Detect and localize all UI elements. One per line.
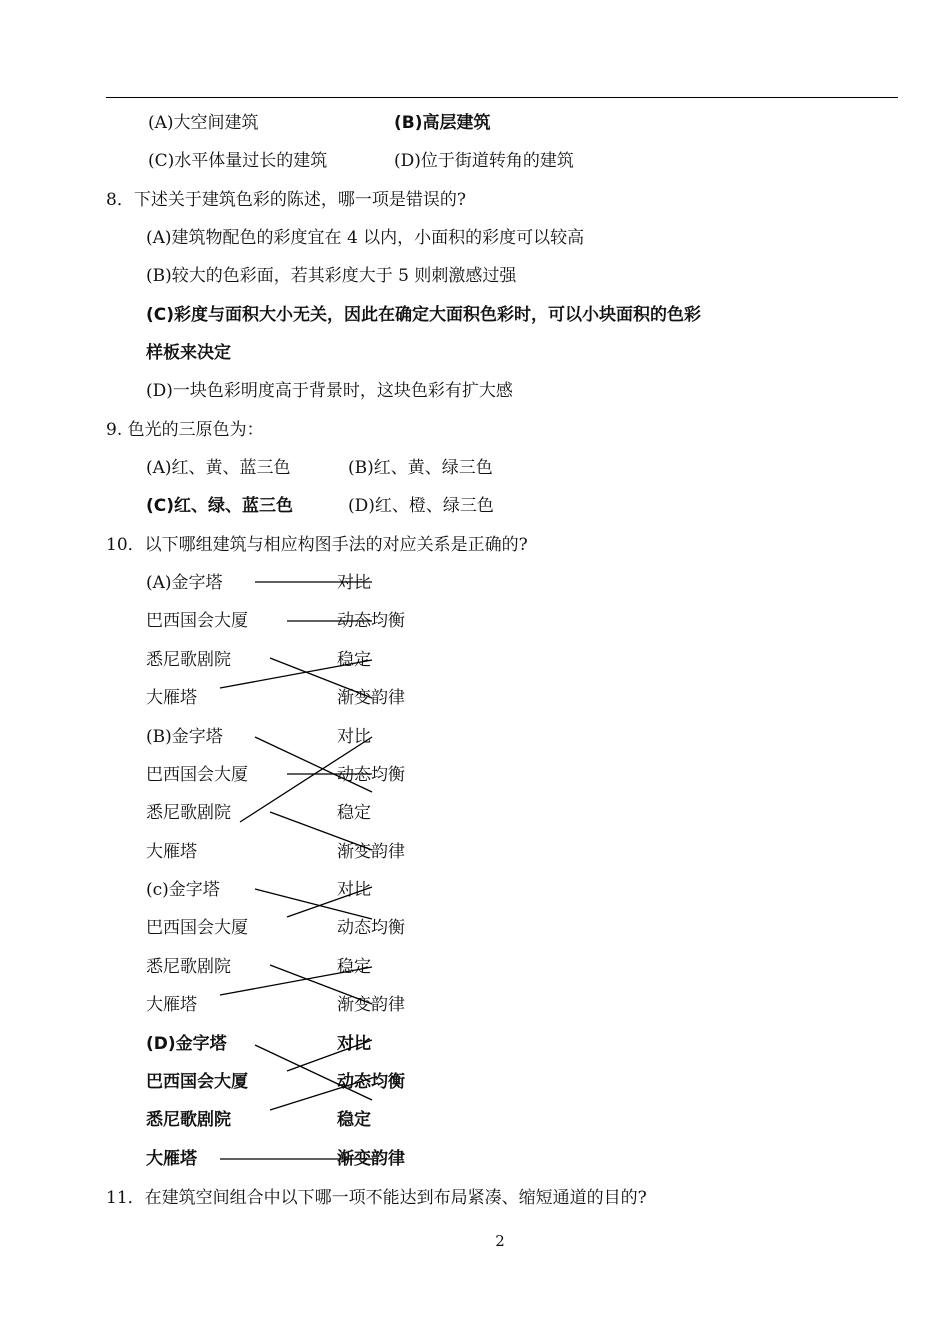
q10-d-right-3: 稳定	[337, 1110, 371, 1130]
q10-c-left-2: 巴西国会大厦	[146, 918, 248, 938]
q10-d-right-4: 渐变韵律	[337, 1149, 405, 1169]
q8-option-b: (B)较大的色彩面，若其彩度大于 5 则刺激感过强	[146, 266, 517, 286]
q10-d-left-1: (D)金字塔	[146, 1034, 227, 1054]
page-number: 2	[495, 1232, 505, 1250]
q7-option-b-answer: (B)高层建筑	[394, 113, 491, 133]
q9-stem: 9. 色光的三原色为：	[106, 420, 264, 440]
q10-c-left-3: 悉尼歌剧院	[146, 957, 231, 977]
q8-option-d: (D)一块色彩明度高于背景时，这块色彩有扩大感	[146, 381, 513, 401]
q9-option-d: (D)红、橙、绿三色	[348, 496, 494, 516]
q9-option-a: (A)红、黄、蓝三色	[146, 458, 291, 478]
q10-a-left-1: (A)金字塔	[146, 573, 223, 593]
q10-b-right-1: 对比	[337, 727, 371, 747]
q10-b-left-4: 大雁塔	[146, 842, 197, 862]
q10-a-right-4: 渐变韵律	[337, 688, 405, 708]
q10-d-right-1: 对比	[337, 1034, 371, 1054]
q10-c-left-4: 大雁塔	[146, 995, 197, 1015]
q9-option-c-answer: (C)红、绿、蓝三色	[146, 496, 294, 516]
q10-a-right-2: 动态均衡	[337, 611, 405, 631]
q7-option-a: (A)大空间建筑	[148, 113, 259, 133]
q10-b-left-1: (B)金字塔	[146, 727, 223, 747]
q8-option-c-answer-line2: 样板来决定	[146, 343, 231, 363]
q10-a-left-2: 巴西国会大厦	[146, 611, 248, 631]
q7-option-d: (D)位于街道转角的建筑	[394, 151, 574, 171]
q10-c-right-4: 渐变韵律	[337, 995, 405, 1015]
q11-stem: 11．在建筑空间组合中以下哪一项不能达到布局紧凑、缩短通道的目的?	[106, 1188, 647, 1208]
q10-b-left-3: 悉尼歌剧院	[146, 803, 231, 823]
q10-d-left-3: 悉尼歌剧院	[146, 1110, 231, 1130]
q10-a-left-4: 大雁塔	[146, 688, 197, 708]
q10-stem: 10．以下哪组建筑与相应构图手法的对应关系是正确的?	[106, 535, 528, 555]
q10-d-left-2: 巴西国会大厦	[146, 1072, 248, 1092]
q7-option-c: (C)水平体量过长的建筑	[148, 151, 328, 171]
q10-c-right-3: 稳定	[337, 957, 371, 977]
q8-stem: 8．下述关于建筑色彩的陈述，哪一项是错误的?	[106, 190, 466, 210]
q10-c-right-1: 对比	[337, 880, 371, 900]
q10-b-right-4: 渐变韵律	[337, 842, 405, 862]
q10-c-left-1: (c)金字塔	[146, 880, 220, 900]
q8-option-a: (A)建筑物配色的彩度宜在 4 以内，小面积的彩度可以较高	[146, 228, 585, 248]
q8-option-c-answer-line1: (C)彩度与面积大小无关，因此在确定大面积色彩时，可以小块面积的色彩	[146, 305, 702, 325]
q10-a-right-1: 对比	[337, 573, 371, 593]
q10-d-right-2: 动态均衡	[337, 1072, 405, 1092]
q10-b-left-2: 巴西国会大厦	[146, 765, 248, 785]
q10-a-left-3: 悉尼歌剧院	[146, 650, 231, 670]
q10-a-right-3: 稳定	[337, 650, 371, 670]
q10-d-left-4: 大雁塔	[146, 1149, 197, 1169]
q9-option-b: (B)红、黄、绿三色	[348, 458, 493, 478]
q10-c-right-2: 动态均衡	[337, 918, 405, 938]
q10-b-right-2: 动态均衡	[337, 765, 405, 785]
header-rule	[106, 97, 898, 98]
q10-b-right-3: 稳定	[337, 803, 371, 823]
